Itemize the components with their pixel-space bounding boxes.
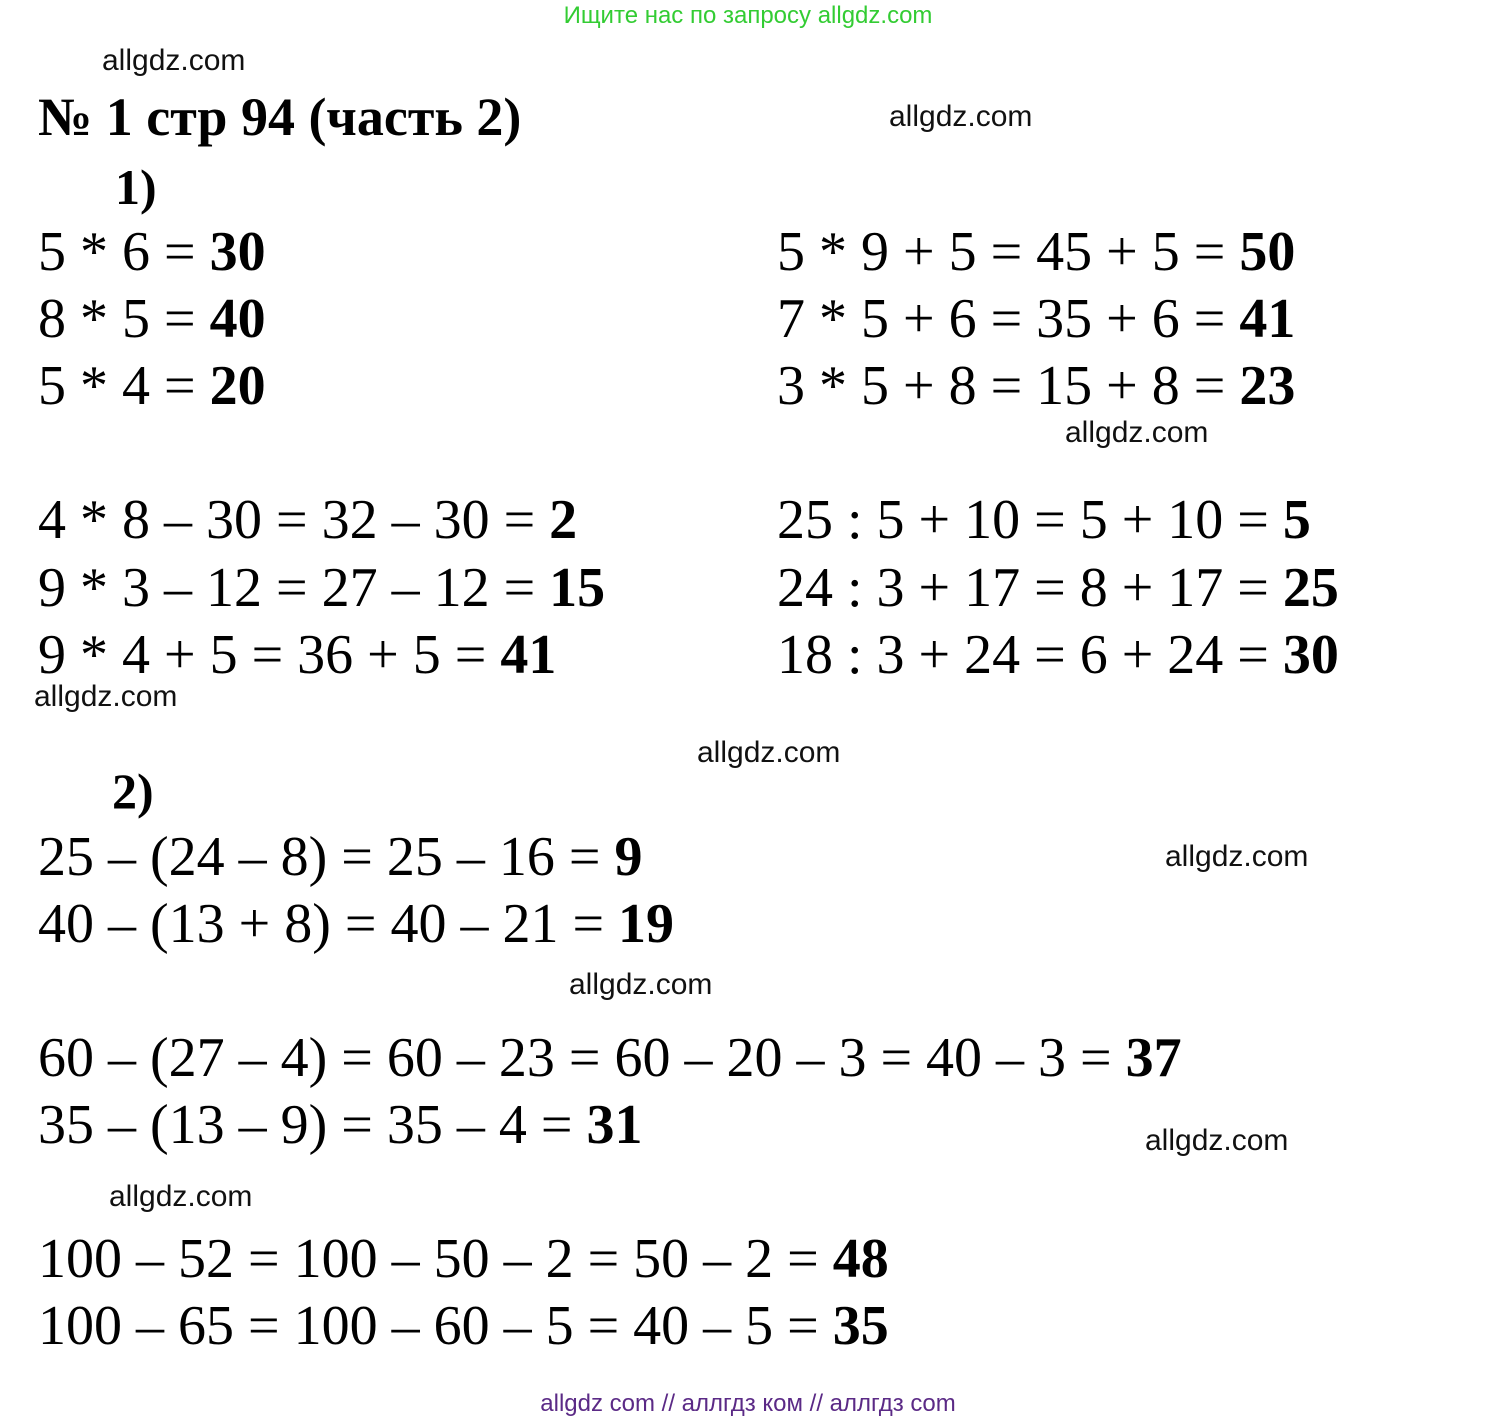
equation-row [38, 825, 642, 889]
equation-answer: 25 [1282, 557, 1339, 619]
equation-answer: 15 [549, 557, 606, 619]
equation-answer: 23 [1239, 355, 1296, 417]
equation-row [38, 892, 674, 956]
equation-expression: 5 * 6 = [38, 221, 210, 283]
equation-row [38, 220, 266, 284]
watermark: allgdz.com [889, 100, 1033, 133]
equation-row [38, 1294, 889, 1358]
watermark: allgdz.com [102, 44, 246, 77]
equation-expression: 35 – (13 – 9) = 35 – 4 = [38, 1094, 587, 1156]
equation-answer: 9 [614, 826, 643, 888]
equation-row [38, 1227, 889, 1291]
equation-answer: 19 [618, 893, 675, 955]
equation-row [38, 1026, 1182, 1090]
equation-row [38, 1093, 642, 1157]
watermark: allgdz.com [1065, 416, 1209, 449]
equation-answer: 35 [832, 1295, 889, 1357]
equation-row [777, 488, 1311, 552]
watermark: allgdz.com [109, 1180, 253, 1213]
equation-answer: 2 [549, 489, 578, 551]
watermark: allgdz.com [1165, 840, 1309, 873]
equation-expression: 4 * 8 – 30 = 32 – 30 = [38, 489, 550, 551]
part-2-label: 2) [112, 763, 154, 819]
equation-answer: 30 [1282, 624, 1339, 686]
equation-row [777, 287, 1295, 351]
watermark: allgdz.com [1145, 1124, 1289, 1157]
top-banner: Ищите нас по запросу allgdz.com [563, 2, 933, 29]
equation-expression: 18 : 3 + 24 = 6 + 24 = [777, 624, 1283, 686]
equation-answer: 30 [209, 221, 266, 283]
equation-expression: 25 : 5 + 10 = 5 + 10 = [777, 489, 1283, 551]
bottom-banner: allgdz com // аллгдз ком // аллгдз com [540, 1390, 956, 1417]
part-1-label: 1) [115, 159, 157, 215]
equation-row [777, 623, 1339, 687]
equation-row [777, 220, 1295, 284]
watermark: allgdz.com [34, 680, 178, 713]
equation-row [38, 287, 266, 351]
equation-expression: 25 – (24 – 8) = 25 – 16 = [38, 826, 615, 888]
page-title: № 1 стр 94 (часть 2) [38, 87, 522, 147]
equation-expression: 100 – 52 = 100 – 50 – 2 = 50 – 2 = [38, 1228, 833, 1290]
equation-expression: 8 * 5 = [38, 288, 210, 350]
equation-expression: 100 – 65 = 100 – 60 – 5 = 40 – 5 = [38, 1295, 833, 1357]
equation-row [38, 623, 556, 687]
equation-answer: 31 [586, 1094, 643, 1156]
equation-expression: 7 * 5 + 6 = 35 + 6 = [777, 288, 1240, 350]
equation-expression: 9 * 4 + 5 = 36 + 5 = [38, 624, 501, 686]
equation-answer: 40 [209, 288, 266, 350]
equation-expression: 40 – (13 + 8) = 40 – 21 = [38, 893, 619, 955]
equation-row [38, 488, 577, 552]
equation-answer: 50 [1239, 221, 1296, 283]
equation-answer: 41 [1239, 288, 1296, 350]
equation-expression: 3 * 5 + 8 = 15 + 8 = [777, 355, 1240, 417]
equation-row [38, 354, 266, 418]
watermark: allgdz.com [569, 968, 713, 1001]
equation-expression: 60 – (27 – 4) = 60 – 23 = 60 – 20 – 3 = 40 – 3 = [38, 1027, 1126, 1089]
equation-row [777, 354, 1295, 418]
equation-answer: 20 [209, 355, 266, 417]
equation-answer: 41 [500, 624, 557, 686]
equation-expression: 24 : 3 + 17 = 8 + 17 = [777, 557, 1283, 619]
equation-row [777, 556, 1339, 620]
equation-expression: 5 * 9 + 5 = 45 + 5 = [777, 221, 1240, 283]
equation-expression: 9 * 3 – 12 = 27 – 12 = [38, 557, 550, 619]
watermark: allgdz.com [697, 736, 841, 769]
equation-answer: 5 [1282, 489, 1311, 551]
equation-row [38, 556, 605, 620]
equation-answer: 48 [832, 1228, 889, 1290]
equation-expression: 5 * 4 = [38, 355, 210, 417]
equation-answer: 37 [1125, 1027, 1182, 1089]
